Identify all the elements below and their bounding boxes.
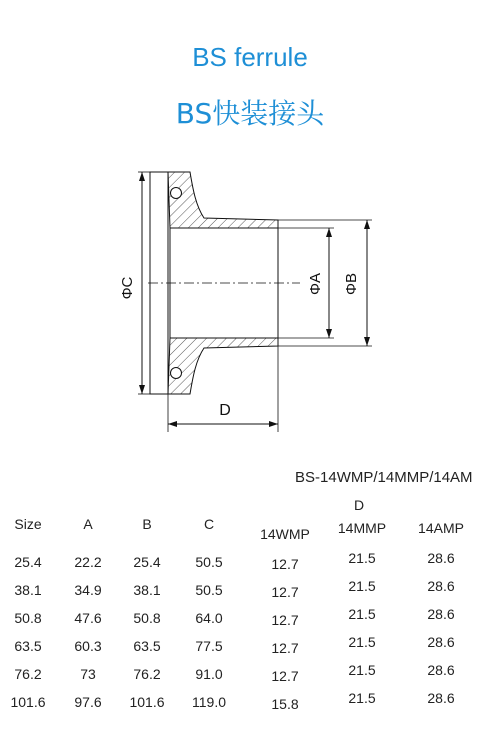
table-cell: 91.0 bbox=[195, 666, 223, 682]
column-header-14amp: 14AMP bbox=[418, 520, 464, 536]
d-group-label: D bbox=[354, 497, 365, 513]
groove-bottom bbox=[171, 368, 182, 379]
table-cell: 50.5 bbox=[195, 582, 223, 598]
column-header-14wmp: 14WMP bbox=[260, 526, 310, 542]
table-cell: 50.5 bbox=[195, 554, 223, 570]
table-cell: 21.5 bbox=[348, 606, 376, 622]
table-cell: 38.1 bbox=[14, 582, 42, 598]
table-cell: 60.3 bbox=[74, 638, 102, 654]
table-cell: 47.6 bbox=[74, 610, 102, 626]
label-phi-c: ΦC bbox=[119, 276, 136, 300]
table-cell: 28.6 bbox=[427, 606, 455, 622]
table-cell: 21.5 bbox=[348, 662, 376, 678]
table-cell: 38.1 bbox=[133, 582, 161, 598]
table-cell: 21.5 bbox=[348, 578, 376, 594]
table-cell: 28.6 bbox=[427, 690, 455, 706]
groove-top bbox=[171, 188, 182, 199]
table-cell: 28.6 bbox=[427, 578, 455, 594]
table-cell: 76.2 bbox=[133, 666, 161, 682]
label-phi-b: ΦB bbox=[343, 273, 360, 295]
table-cell: 12.7 bbox=[271, 584, 299, 600]
table-cell: 28.6 bbox=[427, 662, 455, 678]
table-cell: 64.0 bbox=[195, 610, 223, 626]
table-cell: 101.6 bbox=[129, 694, 165, 710]
table-cell: 28.6 bbox=[427, 550, 455, 566]
table-cell: 34.9 bbox=[74, 582, 102, 598]
model-heading: BS-14WMP/14MMP/14AM bbox=[295, 469, 473, 486]
label-phi-a: ΦA bbox=[307, 273, 324, 295]
column-header-a: A bbox=[83, 516, 93, 532]
column-header-14mmp: 14MMP bbox=[337, 520, 387, 536]
table-cell: 25.4 bbox=[133, 554, 161, 570]
table-cell: 97.6 bbox=[74, 694, 102, 710]
label-d: D bbox=[219, 402, 231, 419]
table-cell: 21.5 bbox=[348, 690, 376, 706]
title-chinese: BS快装接头 bbox=[175, 97, 325, 130]
table-cell: 12.7 bbox=[271, 612, 299, 628]
column-header-size: Size bbox=[14, 516, 42, 532]
flange-top-section bbox=[168, 172, 278, 228]
title-english: BS ferrule bbox=[192, 42, 308, 72]
table-cell: 50.8 bbox=[14, 610, 42, 626]
table-cell: 22.2 bbox=[74, 554, 102, 570]
table-cell: 101.6 bbox=[10, 694, 46, 710]
table-cell: 12.7 bbox=[271, 556, 299, 572]
table-cell: 77.5 bbox=[195, 638, 223, 654]
table-cell: 25.4 bbox=[14, 554, 42, 570]
table-cell: 28.6 bbox=[427, 634, 455, 650]
column-header-c: C bbox=[203, 516, 215, 532]
table-cell: 119.0 bbox=[192, 694, 226, 710]
table-cell: 21.5 bbox=[348, 634, 376, 650]
table-cell: 76.2 bbox=[14, 666, 42, 682]
table-cell: 12.7 bbox=[271, 668, 299, 684]
table-cell: 63.5 bbox=[133, 638, 161, 654]
flange-bottom-section bbox=[168, 338, 278, 394]
table-cell: 12.7 bbox=[271, 640, 299, 656]
table-cell: 73 bbox=[80, 666, 96, 682]
table-cell: 50.8 bbox=[133, 610, 161, 626]
table-cell: 21.5 bbox=[348, 550, 376, 566]
column-header-b: B bbox=[142, 516, 152, 532]
table-cell: 63.5 bbox=[14, 638, 42, 654]
table-cell: 15.8 bbox=[271, 696, 299, 712]
